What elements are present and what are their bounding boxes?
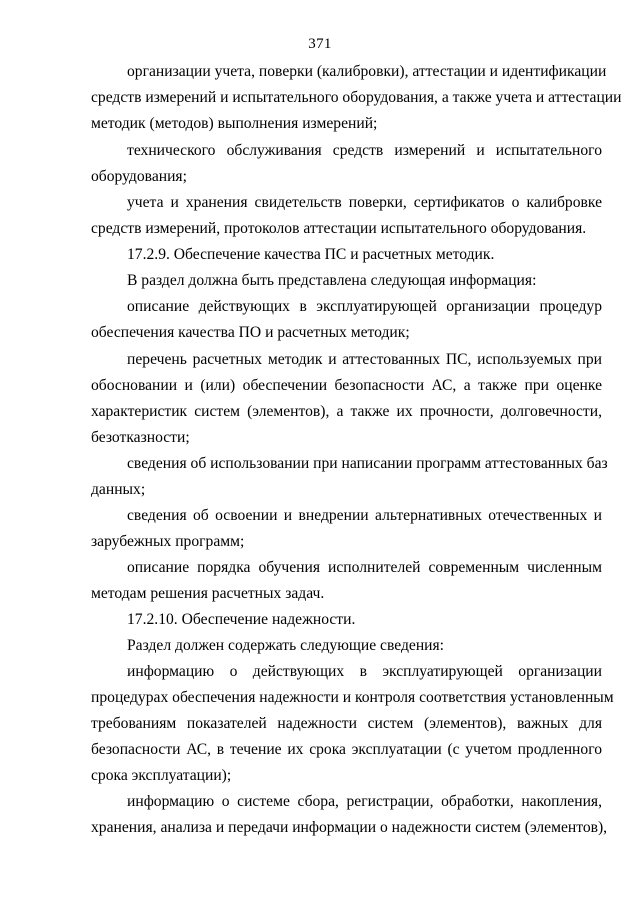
- text-line: безотказности;: [91, 429, 190, 446]
- text-line: методик (методов) выполнения измерений;: [91, 115, 378, 132]
- text-line: Раздел должен содержать следующие сведения:: [127, 637, 445, 654]
- text-line: срока эксплуатации);: [91, 767, 232, 784]
- text-line: сведения об использовании при написании программ аттестованных баз: [127, 455, 608, 472]
- text-line: В раздел должна быть представлена следующая информация:: [127, 272, 537, 289]
- text-line: зарубежных программ;: [91, 533, 245, 550]
- text-line: сведения об освоении и внедрении альтернативных отечественных и: [127, 507, 602, 524]
- text-line: организации учета, поверки (калибровки), аттестации и идентификации: [127, 63, 607, 80]
- text-line: безопасности АС, в течение их срока эксплуатации (с учетом продленного: [91, 741, 602, 758]
- text-line: оборудования;: [91, 168, 187, 185]
- text-line: средств измерений и испытательного оборудования, а также учета и аттестации: [91, 89, 622, 106]
- text-line: учета и хранения свидетельств поверки, сертификатов о калибровке: [127, 194, 602, 211]
- text-line: данных;: [91, 481, 146, 498]
- text-line: методам решения расчетных задач.: [91, 585, 325, 602]
- text-line: средств измерений, протоколов аттестации испытательного оборудования.: [91, 220, 587, 237]
- text-line: информацию о системе сбора, регистрации, обработки, накопления,: [127, 793, 602, 810]
- text-line: обосновании и (или) обеспечении безопасности АС, а также при оценке: [91, 377, 602, 394]
- text-line: характеристик систем (элементов), а также их прочности, долговечности,: [91, 403, 602, 420]
- section-heading: 17.2.10. Обеспечение надежности.: [127, 611, 356, 628]
- text-line: описание действующих в эксплуатирующей организации процедур: [127, 298, 602, 315]
- text-line: хранения, анализа и передачи информации о надежности систем (элементов),: [91, 819, 608, 836]
- text-line: требованиям показателей надежности систем (элементов), важных для: [91, 715, 602, 732]
- text-line: процедурах обеспечения надежности и контроля соответствия установленным: [91, 689, 614, 706]
- section-heading: 17.2.9. Обеспечение качества ПС и расчетных методик.: [127, 246, 495, 263]
- text-line: информацию о действующих в эксплуатирующей организации: [127, 663, 602, 680]
- text-line: технического обслуживания средств измерений и испытательного: [127, 142, 602, 159]
- text-line: обеспечения качества ПО и расчетных методик;: [91, 324, 410, 341]
- page-number: 371: [308, 36, 332, 52]
- text-line: описание порядка обучения исполнителей современным численным: [127, 559, 602, 576]
- text-line: перечень расчетных методик и аттестованных ПС, используемых при: [127, 351, 602, 368]
